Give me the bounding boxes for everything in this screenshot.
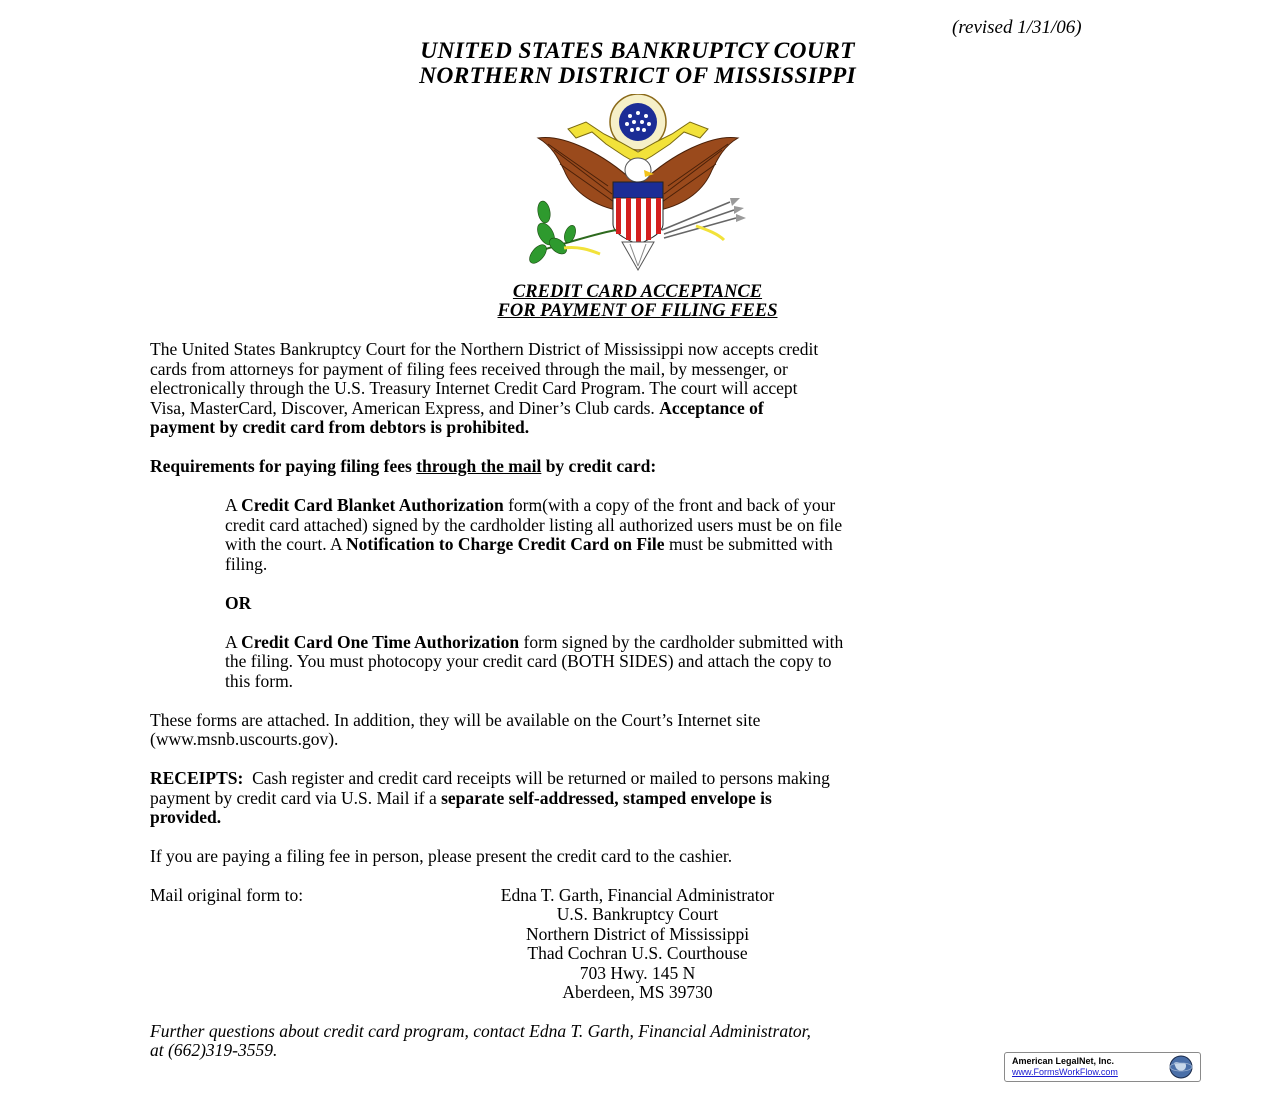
receipts-line: provided. (150, 807, 222, 827)
form-name: Credit Card One Time Authorization (241, 632, 520, 652)
form-name: Notification to Charge Credit Card on File (346, 534, 665, 554)
one-time-line: the filing. You must photocopy your credit card (BOTH SIDES) and attach the copy to (225, 651, 832, 671)
great-seal-eagle-icon (524, 94, 752, 272)
address-line: Northern District of Mississippi (525, 924, 750, 944)
heading-emphasis: through the mail (416, 456, 542, 476)
badge-url-link[interactable]: www.FormsWorkFlow.com (1012, 1067, 1118, 1077)
address-line: 703 Hwy. 145 N (579, 963, 696, 983)
court-name-line2: NORTHERN DISTRICT OF MISSISSIPPI (419, 63, 856, 89)
text: with the court. A (225, 534, 347, 554)
forms-line: These forms are attached. In addition, they will be available on the Court’s Internet site (150, 710, 761, 730)
text: form signed by the cardholder submitted with (519, 632, 844, 652)
badge-company-name: American LegalNet, Inc. (1012, 1056, 1115, 1066)
or-separator: OR (225, 593, 252, 613)
receipts-line (150, 789, 772, 809)
intro-line: cards from attorneys for payment of filing fees received through the mail, by messenger, or (150, 359, 788, 379)
receipts-line (150, 769, 830, 789)
address-line: Aberdeen, MS 39730 (562, 982, 713, 1002)
address-line: U.S. Bankruptcy Court (556, 904, 719, 924)
heading-text: by credit card: (541, 456, 657, 476)
intro-line: The United States Bankruptcy Court for the Northern District of Mississippi now accepts credit (150, 339, 819, 359)
text: payment by credit card via U.S. Mail if a (150, 788, 442, 808)
in-person-note: If you are paying a filing fee in person, please present the credit card to the cashier. (150, 846, 733, 866)
text: A (225, 632, 242, 652)
prohibition-notice: payment by credit card from debtors is prohibited. (150, 417, 530, 437)
intro-text: Visa, MasterCard, Discover, American Express, and Diner’s Club cards. (150, 398, 660, 418)
intro-line (150, 399, 764, 419)
document-title-line2: FOR PAYMENT OF FILING FEES (497, 301, 778, 321)
court-name-line1: UNITED STATES BANKRUPTCY COURT (420, 38, 855, 64)
heading-text: Requirements for paying filing fees (150, 456, 417, 476)
one-time-line (225, 633, 843, 653)
text: form(with a copy of the front and back of your (503, 495, 836, 515)
prohibition-notice: Acceptance of (659, 398, 764, 418)
text: Cash register and credit card receipts will be returned or mailed to persons making (243, 768, 830, 788)
text: A (225, 495, 242, 515)
legalnet-badge[interactable] (1004, 1052, 1201, 1082)
intro-line: electronically through the U.S. Treasury Internet Credit Card Program. The court will accept (150, 378, 798, 398)
contact-line: Further questions about credit card program, contact Edna T. Garth, Financial Administrator, (150, 1021, 811, 1041)
text: must be submitted with (664, 534, 833, 554)
receipts-label: RECEIPTS: (150, 768, 244, 788)
blanket-line: filing. (225, 554, 268, 574)
requirements-heading (150, 457, 656, 477)
globe-icon (1168, 1054, 1194, 1080)
envelope-requirement: separate self-addressed, stamped envelope is (441, 788, 772, 808)
address-line: Thad Cochran U.S. Courthouse (527, 943, 748, 963)
address-line: Edna T. Garth, Financial Administrator (500, 885, 775, 905)
forms-line: (www.msnb.uscourts.gov). (150, 729, 339, 749)
document-title-line1: CREDIT CARD ACCEPTANCE (512, 282, 763, 302)
blanket-line: credit card attached) signed by the cardholder listing all authorized users must be on file (225, 515, 843, 535)
form-name: Credit Card Blanket Authorization (241, 495, 504, 515)
revision-date: (revised 1/31/06) (952, 17, 1082, 38)
mail-label: Mail original form to: (150, 885, 304, 905)
one-time-line: this form. (225, 671, 294, 691)
contact-line: at (662)319-3559. (150, 1040, 278, 1060)
blanket-line (225, 496, 835, 516)
blanket-line (225, 535, 833, 555)
